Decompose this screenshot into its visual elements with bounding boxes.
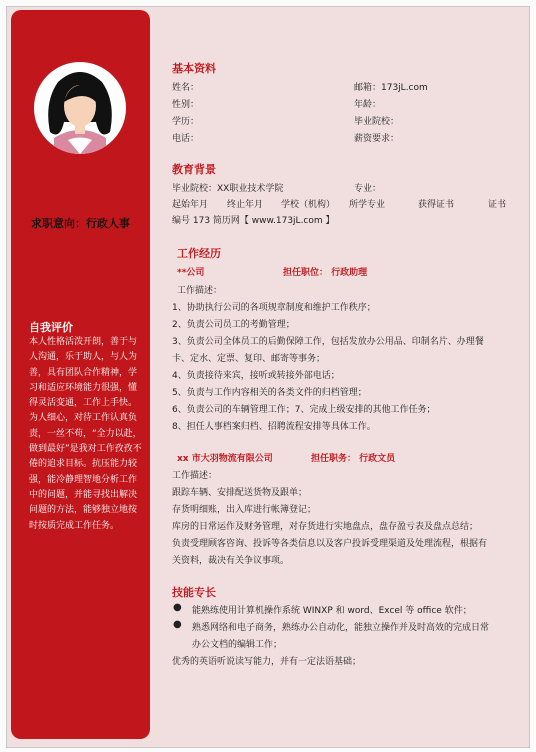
sidebar [11, 10, 150, 739]
edu-header-start: 起始年月 [172, 200, 209, 210]
job2-item: 跟踪车辆、安排配送货物及跟单； [172, 488, 308, 498]
self-eval-title: 自我评价 [29, 321, 73, 334]
job2-item: 存货明细账，出入库进行帐簿登记； [172, 505, 317, 515]
job1-item: 1、协助执行公司的各项规章制度和维护工作秩序； [172, 303, 376, 313]
email-field: 邮箱：173jL.com [354, 83, 428, 93]
self-eval-body: 本人性格活泼开朗，善于与人沟通，乐于助人，与人为善，具有团队合作精神，学习和适应环境能力很强，懂得灵活变通，工作上手快。为人细心，对待工作认真负责，一丝不苟，“全力以赴，做到最好”是我对工作孜孜不倦的追求目标。抗压能力较强，能冷静理智地分析工作中的问题，并能寻找出解决问题的方法，能够独立地按时按质完成工作任务。 [29, 337, 142, 531]
job2-item: 库房的日常运作及财务管理，对存货进行实地盘点，盘存盈亏表及盘点总结； [172, 522, 479, 532]
job1-desc-label: 工作描述： [177, 286, 223, 296]
edu-header-school: 学校（机构） [281, 200, 336, 210]
age-field: 年龄： [354, 100, 382, 110]
skill-item: 优秀的英语听说读写能力，并有一定法语基础； [172, 657, 362, 667]
edu-title: 教育背景 [172, 163, 216, 176]
job1-item: 8、担任人事档案归档、招聘流程安排等具体工作。 [172, 422, 376, 432]
edu-header-end: 终止年月 [227, 200, 264, 210]
job1-position: 担任职位： 行政助理 [283, 268, 368, 278]
skill-item: 熟悉网络和电子商务，熟练办公自动化，能独立操作并及时高效的完成日常 [192, 623, 490, 633]
job1-item: 卡、定水、定票、复印、邮寄等事务； [172, 354, 326, 364]
school-field: 毕业院校： [354, 117, 400, 127]
edu-school: 毕业院校：XX职业技术学院 [172, 184, 284, 194]
skill-item: 办公文档的编辑工作； [192, 640, 283, 650]
job1-item: 3、负责公司全体员工的后勤保障工作，包括发放办公用品、印制名片、办理餐 [172, 337, 484, 347]
skills-title: 技能专长 [172, 586, 216, 599]
job1-item: 5、负责与工作内容相关的各类文件的归档管理； [172, 388, 367, 398]
name-field: 姓名： [172, 83, 200, 93]
skill-item: 能熟练使用计算机操作系统 WINXP 和 word、Excel 等 office 软件； [192, 606, 472, 616]
job-intent: 求职意向：行政人事 [31, 217, 130, 230]
job2-position: 担任职务： 行政文员 [311, 454, 396, 464]
edu-footer: 编号 173 简历网【 www.173jL.com 】 [172, 216, 335, 226]
basic-title: 基本资料 [172, 62, 216, 75]
avatar [34, 62, 126, 154]
bullet-icon: ● [173, 619, 182, 630]
job1-item: 4、负责接待来宾，接听或转接外部电话； [172, 371, 340, 381]
edu-header-cert: 获得证书 [418, 200, 455, 210]
edu-major: 专业： [354, 184, 382, 194]
job1-item: 6、负责公司的车辆管理工作；7、完成上级安排的其他工作任务； [172, 405, 436, 415]
job2-desc-label: 工作描述： [172, 471, 218, 481]
job1-item: 2、负责公司员工的考勤管理； [172, 320, 295, 330]
job2-item: 负责受理顾客咨询、投诉等各类信息以及客户投诉受理渠道及处理流程，根据有 [172, 539, 488, 549]
person-icon [34, 62, 126, 154]
gender-field: 性别： [172, 100, 200, 110]
education-field: 学历： [172, 117, 200, 127]
job2-item: 关资料，裁决有关争议事项。 [172, 556, 290, 566]
salary-field: 薪资要求： [354, 134, 400, 144]
job1-company: **公司 [177, 268, 205, 278]
phone-field: 电话： [172, 134, 200, 144]
work-title: 工作经历 [177, 247, 221, 260]
bullet-icon: ● [173, 602, 182, 613]
edu-header-major: 所学专业 [349, 200, 386, 210]
job2-company: xx 市大羽物流有限公司 [177, 454, 273, 464]
edu-header-cert2: 证书 [488, 200, 507, 210]
